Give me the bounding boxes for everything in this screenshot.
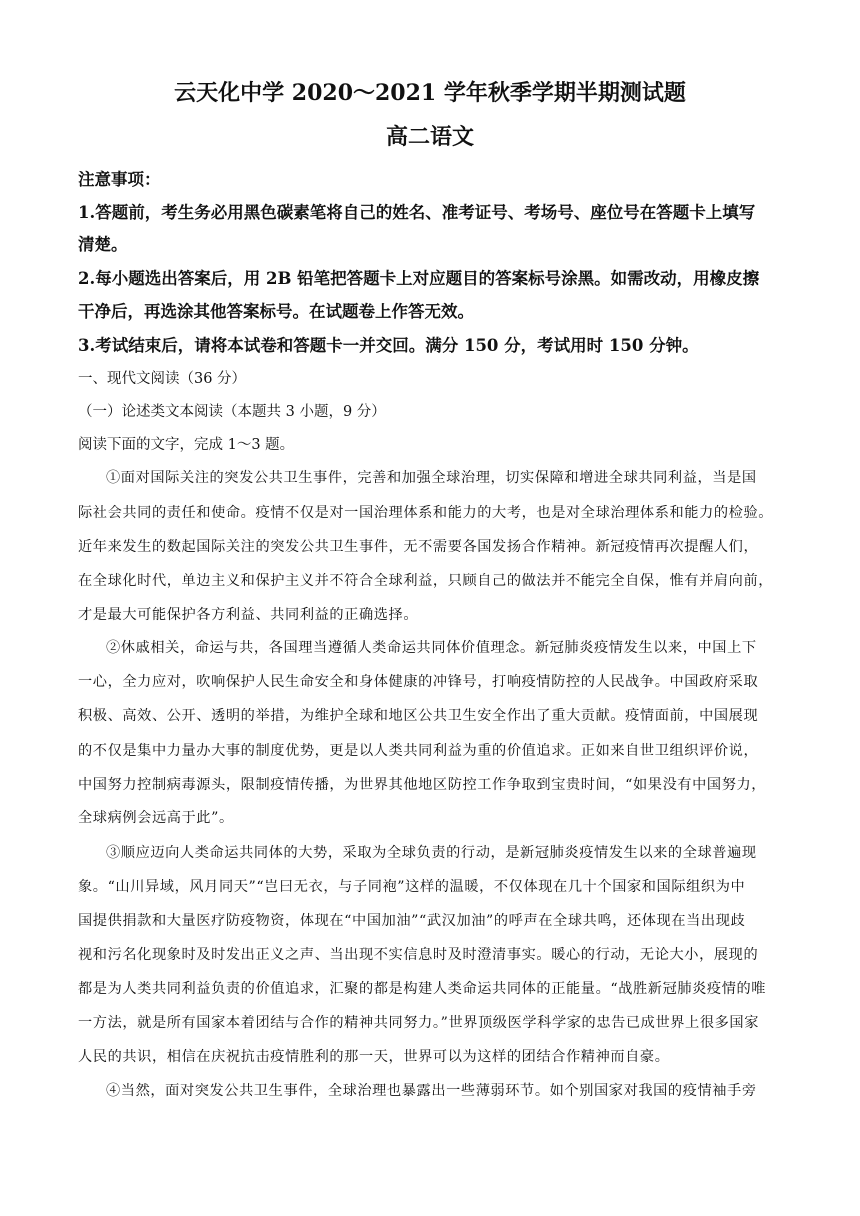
passage-line: 的不仅是集中力量办大事的制度优势，更是以人类共同利益为重的价值追求。正如来自世卫组织评价说，	[78, 743, 759, 759]
passage-line: 中国努力控制病毒源头，限制疫情传播，为世界其他地区防控工作争取到宝贵时间，“如果没有中国努力，	[78, 777, 767, 793]
passage-line: ③顺应迈向人类命运共同体的大势，采取为全球负责的行动，是新冠肺炎疫情发生以来的全球普遍现	[106, 845, 757, 861]
passage-line: 全球病例会远高于此”。	[78, 810, 234, 826]
passage-line: 才是最大可能保护各方利益、共同利益的正确选择。	[78, 607, 419, 623]
exam-subtitle: 高二语文	[385, 124, 474, 150]
passage-line: 在全球化时代，单边主义和保护主义并不符合全球利益，只顾自己的做法并不能完全自保，惟有并肩向前，	[78, 573, 774, 589]
exam-title: 云天化中学 2020～2021 学年秋季学期半期测试题	[174, 80, 686, 106]
passage-line: ④当然，面对突发公共卫生事件，全球治理也暴露出一些薄弱环节。如个别国家对我国的疫情袖手旁	[106, 1083, 757, 1099]
notice-line: 3.考试结束后，请将本试卷和答题卡一并交回。满分 150 分，考试用时 150 分钟。	[78, 336, 699, 355]
section-subheading: （一）论述类文本阅读（本题共 3 小题，9 分）	[78, 404, 386, 420]
passage-line: 际社会共同的责任和使命。疫情不仅是对一国治理体系和能力的大考，也是对全球治理体系和能力的检验。	[78, 505, 774, 521]
section-heading: 一、现代文阅读（36 分）	[78, 371, 247, 387]
notice-line: 1.答题前，考生务必用黑色碳素笔将自己的姓名、准考证号、考场号、座位号在答题卡上填写	[78, 203, 756, 222]
passage-line: 国提供捐款和大量医疗防疫物资，体现在“中国加油”“武汉加油”的呼声在全球共鸣，还体现在当出现歧	[78, 913, 746, 929]
reading-instruction: 阅读下面的文字，完成 1～3 题。	[78, 437, 295, 453]
passage-line: 近年来发生的数起国际关注的突发公共卫生事件，无不需要各国发扬合作精神。新冠疫情再次提醒人们，	[78, 539, 759, 555]
passage-line: 积极、高效、公开、透明的举措，为维护全球和地区公共卫生安全作出了重大贡献。疫情面前，中国展现	[78, 708, 759, 724]
passage-line: 人民的共识，相信在庆祝抗击疫情胜利的那一天，世界可以为这样的团结合作精神而自豪。	[78, 1049, 670, 1065]
passage-line: 一方法，就是所有国家本着团结与合作的精神共同努力。”世界顶级医学科学家的忠告已成世界上很多国家	[78, 1015, 759, 1031]
notice-heading: 注意事项：	[78, 170, 161, 189]
passage-line: 都是为人类共同利益负责的价值追求，汇聚的都是构建人类命运共同体的正能量。“战胜新冠肺炎疫情的唯	[78, 981, 767, 997]
notice-line: 2.每小题选出答案后，用 2B 铅笔把答题卡上对应题目的答案标号涂黑。如需改动，用橡皮擦	[78, 269, 760, 288]
notice-line: 干净后，再选涂其他答案标号。在试题卷上作答无效。	[78, 302, 474, 321]
passage-line: 视和污名化现象时及时发出正义之声、当出现不实信息时及时澄清事实。暖心的行动，无论大小，展现的	[78, 947, 759, 963]
passage-line: ①面对国际关注的突发公共卫生事件，完善和加强全球治理，切实保障和增进全球共同利益，当是国	[106, 470, 757, 486]
notice-line: 清楚。	[78, 235, 128, 254]
passage-line: ②休戚相关，命运与共，各国理当遵循人类命运共同体价值理念。新冠肺炎疫情发生以来，中国上下	[106, 640, 757, 656]
passage-line: 象。“山川异域，风月同天”“岂曰无衣，与子同袍”这样的温暖，不仅体现在几十个国家和国际组织为中	[78, 879, 746, 895]
passage-line: 一心，全力应对，吹响保护人民生命安全和身体健康的冲锋号，打响疫情防控的人民战争。中国政府采取	[78, 674, 759, 690]
